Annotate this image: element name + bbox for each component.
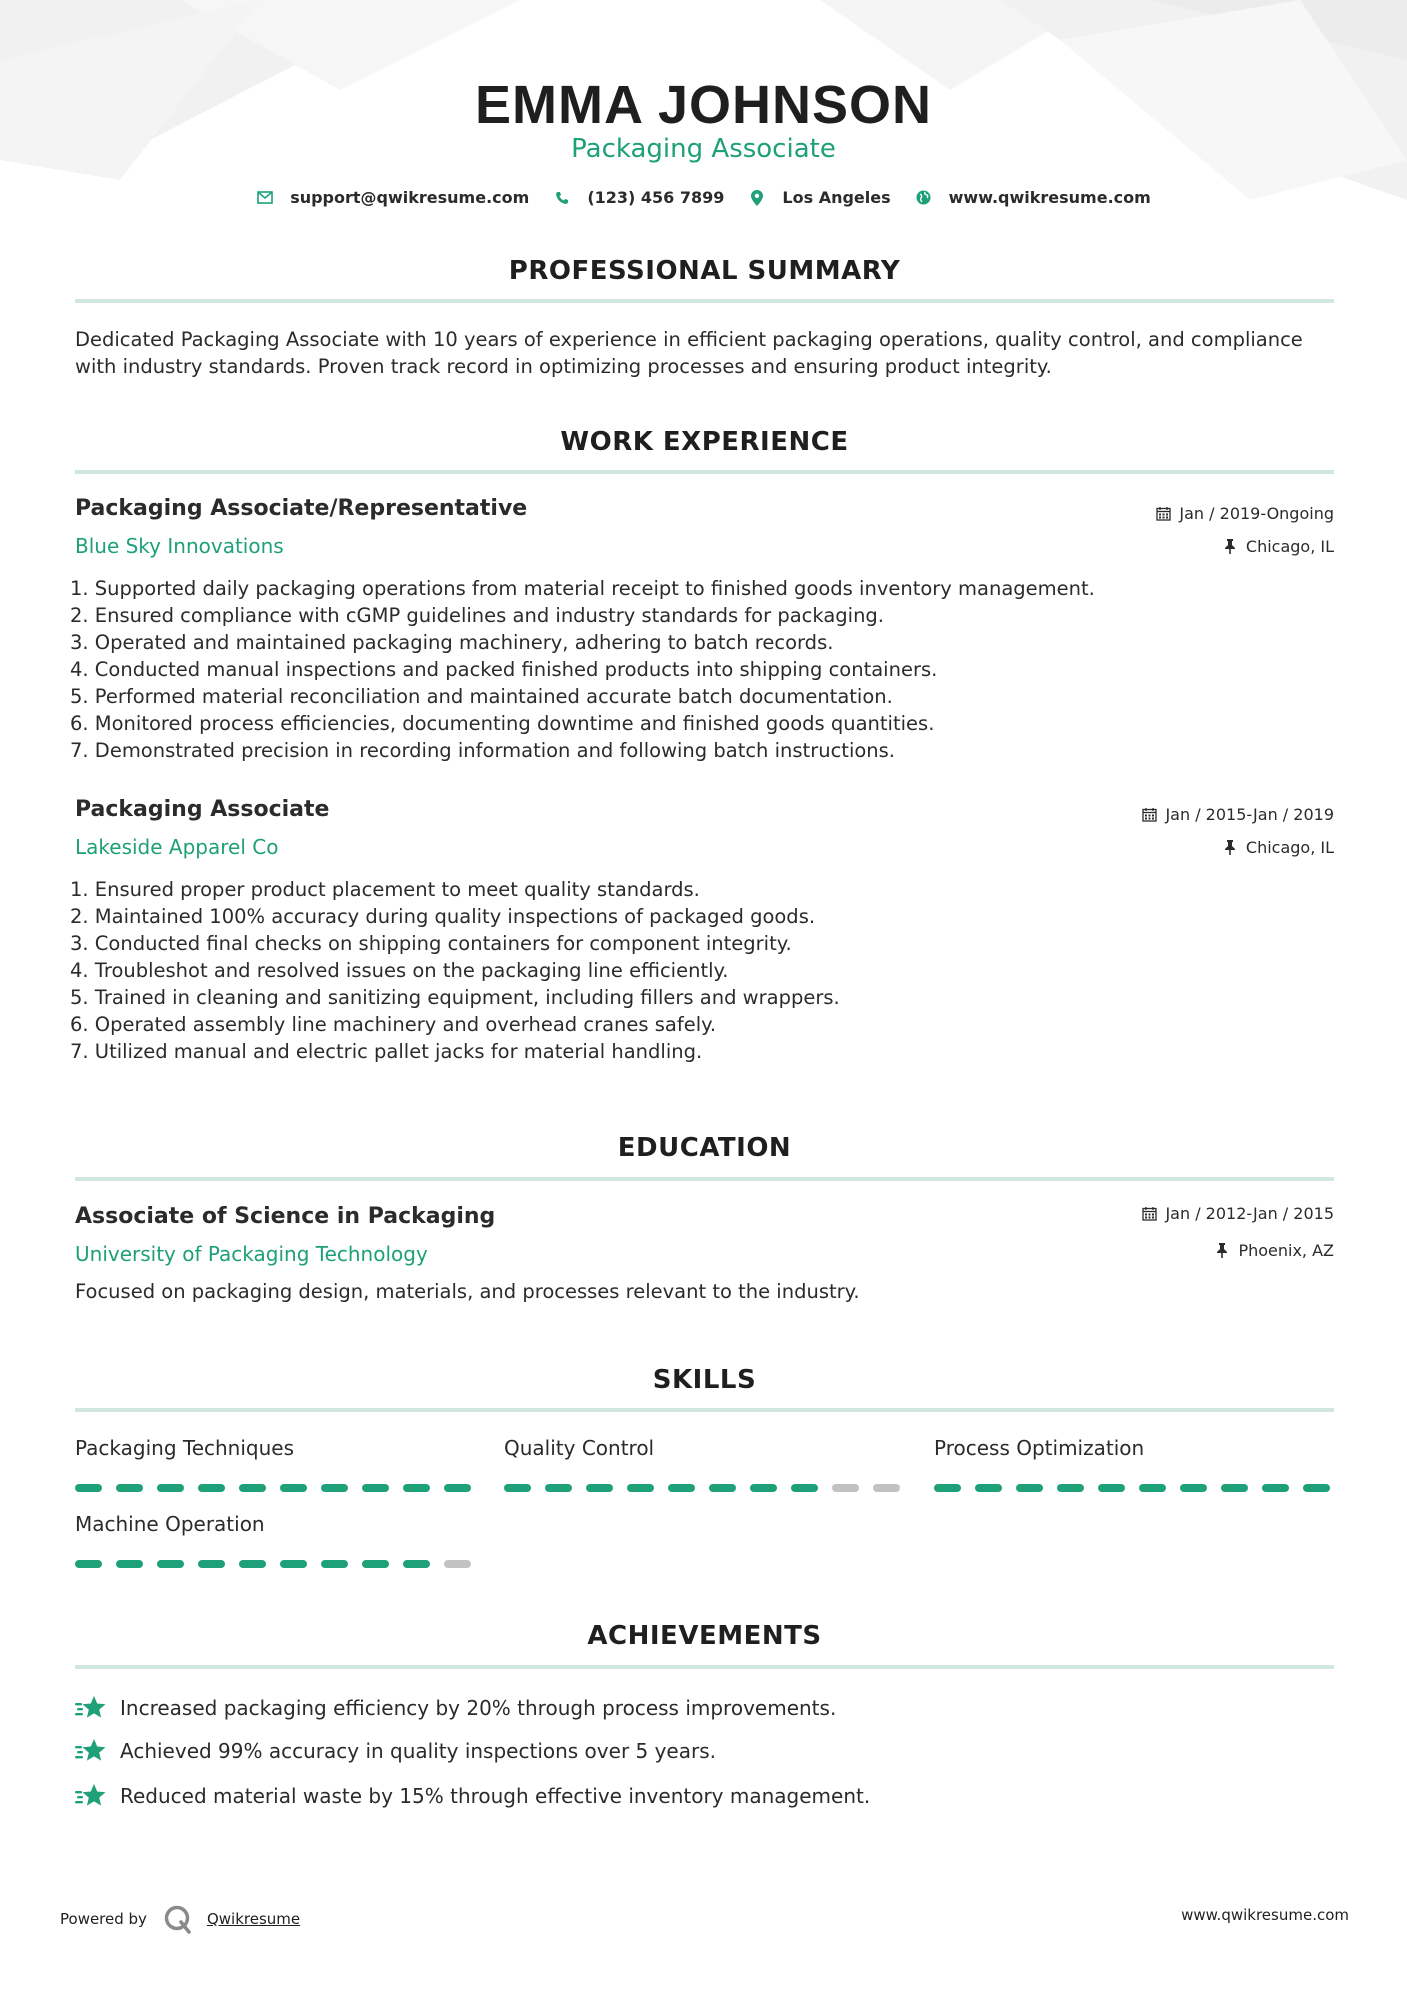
footer-website[interactable]: www.qwikresume.com: [1181, 1906, 1349, 1924]
skill-dash-filled: [1180, 1484, 1207, 1492]
education-location-text: Phoenix, AZ: [1238, 1241, 1334, 1260]
list-item: 7. Demonstrated precision in recording information and following batch instructions.: [70, 739, 896, 762]
achievements-heading: ACHIEVEMENTS: [587, 1621, 822, 1651]
skill-dash-filled: [116, 1484, 143, 1492]
list-item: 1. Supported daily packaging operations from material receipt to finished goods inventory management.: [70, 577, 1095, 600]
candidate-name: EMMA JOHNSON: [474, 75, 933, 135]
list-item: 5. Trained in cleaning and sanitizing equipment, including fillers and wrappers.: [70, 986, 840, 1009]
skill-dash-filled: [668, 1484, 695, 1492]
skill-dash-filled: [116, 1560, 143, 1568]
job-dates-text: Jan / 2019-Ongoing: [1179, 504, 1334, 523]
skill-dash-filled: [545, 1484, 572, 1492]
job-responsibilities: [70, 876, 1330, 1065]
skill-dash-filled: [1262, 1484, 1289, 1492]
job-dates: [1141, 805, 1334, 824]
qwikresume-link[interactable]: Qwikresume: [206, 1910, 301, 1928]
achievement-item: [75, 1737, 716, 1765]
contact-phone[interactable]: [553, 188, 724, 207]
skill-dash-filled: [157, 1484, 184, 1492]
skill-dash-filled: [75, 1484, 102, 1492]
website-text: www.qwikresume.com: [948, 188, 1151, 207]
qwikresume-logo-icon: [163, 1904, 193, 1934]
job-location: [1222, 537, 1334, 556]
job-company: Lakeside Apparel Co: [75, 835, 279, 859]
skill-rating: [75, 1560, 471, 1568]
job-dates-text: Jan / 2015-Jan / 2019: [1165, 805, 1334, 824]
education-dates-text: Jan / 2012-Jan / 2015: [1165, 1204, 1334, 1223]
list-item: 6. Operated assembly line machinery and overhead cranes safely.: [70, 1013, 717, 1036]
education-location: [1214, 1241, 1334, 1260]
location-text: Los Angeles: [782, 188, 891, 207]
skills-divider: [75, 1408, 1334, 1412]
degree-title: Associate of Science in Packaging: [75, 1204, 496, 1229]
contact-email[interactable]: [256, 188, 529, 207]
skill-dash-filled: [975, 1484, 1002, 1492]
phone-text: (123) 456 7899: [587, 188, 725, 207]
list-item: 7. Utilized manual and electric pallet jacks for material handling.: [70, 1040, 703, 1063]
achievement-text: Achieved 99% accuracy in quality inspections over 5 years.: [120, 1739, 716, 1763]
education-description: Focused on packaging design, materials, and processes relevant to the industry.: [75, 1280, 860, 1303]
powered-by: [60, 1904, 300, 1934]
skill-dash-filled: [444, 1484, 471, 1492]
contact-website[interactable]: [915, 188, 1151, 207]
summary-heading: PROFESSIONAL SUMMARY: [508, 256, 901, 286]
skill-name: Machine Operation: [75, 1512, 265, 1536]
skill-dash-empty: [832, 1484, 859, 1492]
summary-divider: [75, 299, 1334, 303]
calendar-icon: [1141, 1206, 1157, 1222]
skill-rating: [75, 1484, 471, 1492]
pushpin-icon: [1222, 539, 1238, 555]
achievement-text: Increased packaging efficiency by 20% through process improvements.: [120, 1696, 837, 1720]
envelope-icon: [256, 189, 274, 207]
job-dates: [1155, 504, 1334, 523]
email-text: support@qwikresume.com: [290, 188, 530, 207]
skill-dash-filled: [586, 1484, 613, 1492]
candidate-title: Packaging Associate: [571, 134, 836, 164]
skill-name: Quality Control: [504, 1436, 655, 1460]
school-name: University of Packaging Technology: [75, 1242, 428, 1266]
list-item: 4. Conducted manual inspections and packed finished products into shipping containers.: [70, 658, 938, 681]
map-pin-icon: [748, 189, 766, 207]
skill-dash-filled: [709, 1484, 736, 1492]
list-item: 2. Maintained 100% accuracy during quality inspections of packaged goods.: [70, 905, 816, 928]
list-item: 1. Ensured proper product placement to meet quality standards.: [70, 878, 700, 901]
achievement-text: Reduced material waste by 15% through effective inventory management.: [120, 1784, 871, 1808]
achievements-divider: [75, 1665, 1334, 1669]
pushpin-icon: [1214, 1243, 1230, 1259]
list-item: 3. Operated and maintained packaging machinery, adhering to batch records.: [70, 631, 834, 654]
list-item: 2. Ensured compliance with cGMP guidelines and industry standards for packaging.: [70, 604, 885, 627]
skill-dash-filled: [934, 1484, 961, 1492]
experience-divider: [75, 470, 1334, 474]
list-item: 4. Troubleshot and resolved issues on the packaging line efficiently.: [70, 959, 729, 982]
skill-dash-filled: [198, 1484, 225, 1492]
skill-dash-filled: [321, 1484, 348, 1492]
skill-dash-filled: [1098, 1484, 1125, 1492]
skill-dash-empty: [873, 1484, 900, 1492]
job-responsibilities: [70, 575, 1330, 764]
job-location: [1222, 838, 1334, 857]
skill-dash-filled: [157, 1560, 184, 1568]
skill-dash-filled: [362, 1560, 389, 1568]
education-heading: EDUCATION: [617, 1133, 792, 1163]
skill-dash-filled: [1057, 1484, 1084, 1492]
job-title: Packaging Associate: [75, 797, 330, 822]
job-company: Blue Sky Innovations: [75, 534, 284, 558]
skill-dash-filled: [403, 1560, 430, 1568]
list-item: 6. Monitored process efficiencies, documenting downtime and finished goods quantities.: [70, 712, 935, 735]
star-icon: [75, 1782, 107, 1810]
skill-dash-filled: [1221, 1484, 1248, 1492]
skill-rating: [504, 1484, 900, 1492]
star-icon: [75, 1737, 107, 1765]
job-location-text: Chicago, IL: [1245, 838, 1334, 857]
summary-text: Dedicated Packaging Associate with 10 years of experience in efficient packaging operations, quality control, and compliance with industry standards. Proven track record in optimizing processes and ensuring product integrity.: [75, 328, 1303, 378]
experience-heading: WORK EXPERIENCE: [560, 427, 849, 457]
contact-location: [748, 188, 890, 207]
skill-name: Packaging Techniques: [75, 1436, 295, 1460]
skill-dash-filled: [403, 1484, 430, 1492]
skill-dash-filled: [791, 1484, 818, 1492]
pushpin-icon: [1222, 840, 1238, 856]
skill-dash-filled: [280, 1560, 307, 1568]
skill-dash-empty: [444, 1560, 471, 1568]
achievement-item: [75, 1782, 870, 1810]
skill-dash-filled: [1016, 1484, 1043, 1492]
phone-icon: [553, 189, 571, 207]
skill-dash-filled: [362, 1484, 389, 1492]
skill-dash-filled: [750, 1484, 777, 1492]
skill-dash-filled: [239, 1484, 266, 1492]
job-location-text: Chicago, IL: [1245, 537, 1334, 556]
skill-dash-filled: [239, 1560, 266, 1568]
skill-dash-filled: [280, 1484, 307, 1492]
skill-dash-filled: [1303, 1484, 1330, 1492]
skill-name: Process Optimization: [934, 1436, 1145, 1460]
calendar-icon: [1141, 807, 1157, 823]
education-divider: [75, 1177, 1334, 1181]
skills-heading: SKILLS: [652, 1365, 757, 1395]
skill-dash-filled: [504, 1484, 531, 1492]
powered-by-label: Powered by: [60, 1910, 147, 1928]
calendar-icon: [1155, 506, 1171, 522]
globe-icon: [915, 189, 933, 207]
contact-bar: [0, 188, 1407, 207]
skill-dash-filled: [75, 1560, 102, 1568]
star-icon: [75, 1694, 107, 1722]
list-item: 3. Conducted final checks on shipping containers for component integrity.: [70, 932, 792, 955]
job-title: Packaging Associate/Representative: [75, 496, 528, 521]
education-dates: [1141, 1204, 1334, 1223]
skill-dash-filled: [627, 1484, 654, 1492]
skill-dash-filled: [1139, 1484, 1166, 1492]
list-item: 5. Performed material reconciliation and maintained accurate batch documentation.: [70, 685, 893, 708]
skill-rating: [934, 1484, 1330, 1492]
achievement-item: [75, 1694, 836, 1722]
skill-dash-filled: [321, 1560, 348, 1568]
skill-dash-filled: [198, 1560, 225, 1568]
